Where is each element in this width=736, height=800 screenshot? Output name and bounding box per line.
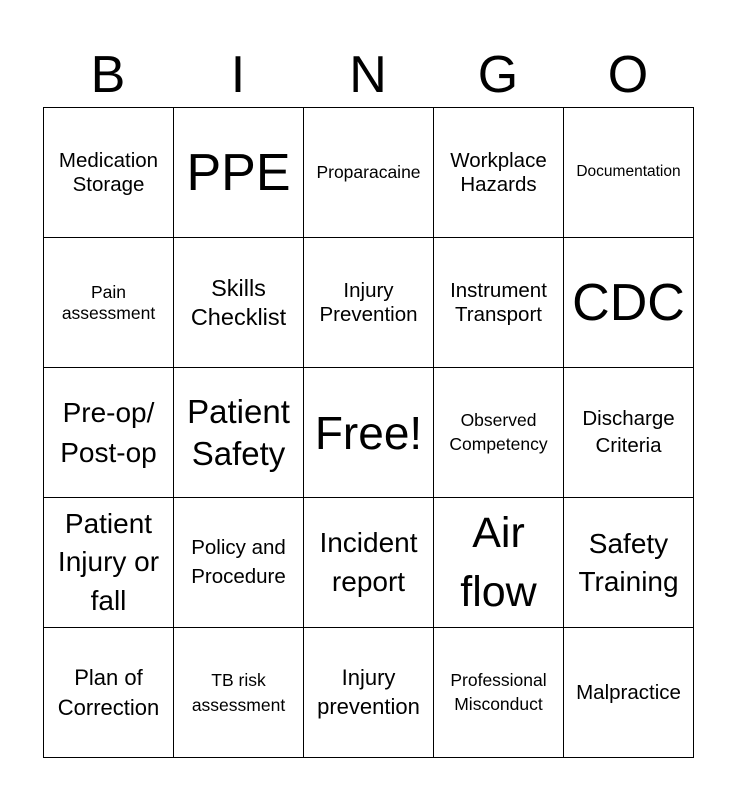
bingo-cell[interactable] [564,108,694,238]
cell-label: Observed Competency [449,409,548,454]
bingo-cell[interactable] [304,368,434,498]
header-letter-n: N [349,46,387,104]
cell-label: CDC [572,273,685,332]
cell-label: TB risk assessment [191,670,286,715]
bingo-cell[interactable] [174,498,304,628]
cell-label: Malpractice [576,680,681,704]
cell-label: Medication Storage [58,148,159,196]
bingo-cell[interactable] [304,108,434,238]
cell-label: Professional Misconduct [450,669,547,714]
cell-label: Pain assessment [61,282,156,323]
cell-label: Skills Checklist [190,274,287,330]
bingo-cell[interactable] [44,238,174,368]
header-letter-o: O [607,46,649,104]
bingo-cell[interactable] [304,628,434,758]
bingo-cell[interactable] [304,238,434,368]
bingo-cell[interactable] [174,238,304,368]
bingo-board [43,107,694,758]
bingo-cell[interactable] [44,498,174,628]
cell-label: Discharge Criteria [582,406,675,457]
cell-label: Plan of Correction [57,665,160,720]
bingo-cell[interactable] [174,628,304,758]
bingo-cell[interactable] [44,368,174,498]
cell-label: Patient Safety [187,393,290,472]
cell-label: Proparacaine [316,162,421,183]
bingo-cell[interactable] [564,498,694,628]
bingo-cell[interactable] [434,108,564,238]
bingo-cell[interactable] [564,628,694,758]
cell-label: Pre-op/ Post-op [60,397,157,468]
bingo-cell[interactable] [434,238,564,368]
bingo-cell[interactable] [174,368,304,498]
cell-label: Air flow [460,509,537,616]
bingo-cell[interactable] [304,498,434,628]
header-letter-i: I [230,46,246,104]
bingo-cell[interactable] [434,368,564,498]
bingo-cell[interactable] [564,238,694,368]
cell-label: Patient Injury or fall [57,508,160,616]
bingo-cell[interactable] [434,628,564,758]
cell-label: Incident report [319,527,418,597]
bingo-cell[interactable] [174,108,304,238]
bingo-header [43,44,693,106]
bingo-cell[interactable] [434,498,564,628]
bingo-cell[interactable] [564,368,694,498]
cell-label: PPE [186,143,291,202]
cell-label: Injury Prevention [319,278,418,326]
cell-label: Safety Training [578,527,679,597]
cell-label: Injury prevention [317,664,420,719]
cell-label: Documentation [576,163,681,181]
cell-label: Free! [314,406,423,459]
bingo-cell[interactable] [44,108,174,238]
header-letter-b: B [90,46,126,104]
bingo-cell[interactable] [44,628,174,758]
cell-label: Workplace Hazards [450,148,547,196]
cell-label: Instrument Transport [450,278,547,326]
cell-label: Policy and Procedure [191,535,286,588]
header-letter-g: G [477,46,519,104]
